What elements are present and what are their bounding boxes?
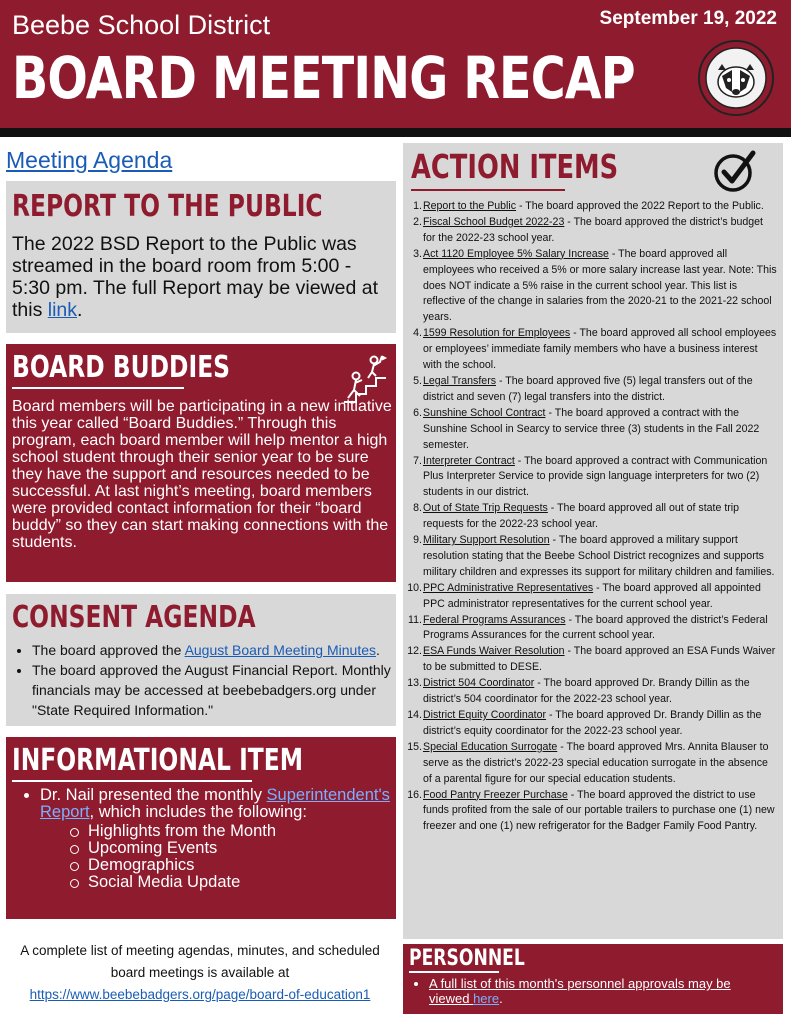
action-item-link[interactable]: Legal Transfers bbox=[423, 374, 497, 387]
august-minutes-link[interactable]: August Board Meeting Minutes bbox=[184, 642, 377, 658]
personnel-approvals-link[interactable]: A full list of this month's personnel approvals may be viewed bbox=[429, 976, 731, 1006]
action-item bbox=[413, 247, 777, 327]
personnel-end: . bbox=[499, 991, 503, 1006]
action-items-section bbox=[403, 143, 783, 939]
district-name: Beebe School District bbox=[12, 10, 271, 40]
consent-agenda-section bbox=[6, 594, 396, 726]
action-item-number: 8. bbox=[413, 502, 422, 515]
consent-agenda-title: CONSENT AGENDA bbox=[12, 600, 256, 635]
action-item bbox=[413, 454, 777, 502]
action-item bbox=[413, 215, 777, 247]
footer-line: A complete list of meeting agendas, minutes, and scheduled bbox=[20, 943, 380, 958]
board-buddies-section bbox=[6, 344, 396, 582]
action-item-link[interactable]: Special Education Surrogate bbox=[423, 740, 558, 753]
info-text-end: , which includes the following: bbox=[89, 803, 307, 821]
consent-item-end: . bbox=[376, 642, 380, 658]
list-item bbox=[40, 787, 392, 891]
board-buddies-text: Board members will be participating in a new initiative this year called “Board Buddies.” Through this program, each board member will help mentor a high school student through their senior year to be sure they have the support and resources needed to be successful. At last night’s meeting, board members were provided contact information for their “board buddy” so they can start making connections with the students. bbox=[12, 398, 392, 551]
board-buddies-title: BOARD BUDDIES bbox=[12, 350, 231, 385]
personnel-title: PERSONNEL bbox=[409, 946, 525, 971]
action-item-number: 5. bbox=[413, 374, 422, 387]
action-item-text: - The board approved a military support resolution stating that the Beebe School District recognizes and supports military children and expresses its support for military children and families. bbox=[423, 534, 775, 578]
action-item-text: - The board approved all appointed PPC administrator representatives for the current school year. bbox=[423, 581, 761, 610]
action-item-number: 12. bbox=[407, 645, 422, 658]
action-item bbox=[408, 613, 777, 645]
list-item: • The board approved the August Financial Report. Monthly financials may be accessed at beebebadgers.org under "State Required Information." bbox=[32, 660, 392, 720]
action-item-link[interactable]: Fiscal School Budget 2022-23 bbox=[423, 215, 565, 228]
action-item bbox=[413, 374, 777, 406]
info-text: Dr. Nail presented the monthly bbox=[40, 786, 267, 804]
page-title: BOARD MEETING RECAP bbox=[12, 44, 635, 112]
action-item bbox=[413, 199, 777, 215]
report-to-public-text bbox=[12, 233, 390, 321]
title-underline bbox=[409, 971, 499, 973]
action-item-text: - The board approved the district’s Federal Programs Assurances for the current school year. bbox=[423, 613, 768, 642]
footer-line: board meetings is available at bbox=[110, 965, 290, 980]
action-item-number: 9. bbox=[413, 534, 422, 547]
action-item-link[interactable]: Interpreter Contract bbox=[423, 454, 515, 467]
action-item-text: - The board approved all employees who received a 5% or more salary increase last year. Note: This does NOT indicate a 5% raise in the current school year. This list is reflective of the change in salaries from the 2020-21 to the 2021-22 school years. bbox=[423, 247, 777, 324]
action-item-text: - The board approved Dr. Brandy Dillin as the district’s 504 coordinator for the 2022-23 school year. bbox=[423, 677, 750, 706]
action-item-number: 6. bbox=[413, 406, 422, 419]
action-item-number: 13. bbox=[407, 677, 422, 690]
action-item bbox=[407, 676, 777, 708]
personnel-list bbox=[429, 976, 769, 1006]
action-item bbox=[407, 644, 777, 676]
badger-logo bbox=[698, 40, 774, 116]
action-item bbox=[407, 708, 777, 740]
action-item-text: - The board approved a contract with Communication Plus Interpreter Service to provide sign language interpreters for two (2) students in our district. bbox=[423, 454, 768, 499]
action-item bbox=[407, 740, 777, 788]
informational-item-body bbox=[26, 787, 392, 891]
action-item-text: - The board approved five (5) legal transfers out of the district and seven (7) legal transfers into the district. bbox=[423, 374, 753, 403]
action-item-link[interactable]: Report to the Public bbox=[423, 200, 517, 212]
meeting-agenda-link[interactable]: Meeting Agenda bbox=[6, 147, 173, 173]
action-item-number: 1. bbox=[413, 200, 422, 212]
action-item-link[interactable]: Sunshine School Contract bbox=[423, 406, 546, 419]
consent-item-text: The board approved the bbox=[32, 642, 185, 658]
list-item bbox=[429, 976, 769, 1006]
action-item bbox=[407, 788, 777, 836]
action-item-number: 16. bbox=[407, 788, 422, 801]
action-item-number: 15. bbox=[407, 740, 422, 753]
report-link[interactable]: link bbox=[47, 299, 78, 321]
report-text: The 2022 BSD Report to the Public was streamed in the board room from 5:00 - 5:30 pm. The full Report may be viewed at this bbox=[12, 233, 378, 321]
list-item: Highlights from the Month bbox=[68, 823, 392, 840]
report-to-public-section bbox=[6, 181, 396, 333]
action-items-list bbox=[407, 199, 777, 835]
report-contents-list bbox=[68, 823, 392, 891]
action-item-number: 3. bbox=[413, 247, 422, 260]
action-item-link[interactable]: Out of State Trip Requests bbox=[423, 502, 548, 515]
informational-item-title: INFORMATIONAL ITEM bbox=[12, 743, 304, 778]
action-item bbox=[413, 406, 777, 454]
action-item-link[interactable]: 1599 Resolution for Employees bbox=[423, 327, 571, 340]
title-underline bbox=[411, 189, 565, 191]
footer-note bbox=[0, 940, 400, 1006]
title-underline bbox=[12, 780, 252, 782]
consent-list bbox=[32, 640, 392, 720]
informational-list bbox=[26, 787, 392, 891]
action-item-number: 11. bbox=[408, 613, 422, 626]
action-item-text: - The board approved the 2022 Report to the Public. bbox=[516, 200, 764, 212]
action-item bbox=[413, 326, 777, 374]
action-item-number: 7. bbox=[413, 454, 422, 467]
personnel-section bbox=[403, 944, 783, 1014]
superintendent-report-link[interactable]: Superintendent's Report bbox=[40, 786, 390, 821]
action-items-title: ACTION ITEMS bbox=[411, 147, 619, 186]
action-item-link[interactable]: Federal Programs Assurances bbox=[423, 613, 566, 626]
action-item-text: - The board approved Mrs. Annita Blauser to serve as the district’s 2022-23 special education surrogate in the absence of a parental figure for our special education students. bbox=[423, 740, 769, 785]
action-item bbox=[413, 533, 777, 581]
action-item-number: 4. bbox=[413, 327, 422, 340]
action-item-link[interactable]: Food Pantry Freezer Purchase bbox=[423, 788, 568, 801]
checkmark-icon bbox=[713, 149, 757, 193]
informational-item-section bbox=[6, 737, 396, 919]
list-item: Upcoming Events bbox=[68, 840, 392, 857]
action-item-text: - The board approved all school employees or employees’ immediate family members who have a business interest with the school. bbox=[423, 327, 777, 372]
report-text-end: . bbox=[77, 299, 83, 321]
action-item-text: - The board approved a contract with the Sunshine School in Searcy to service three (3) students in the Fall 2022 semester. bbox=[423, 406, 760, 451]
header-divider bbox=[0, 128, 791, 137]
report-to-public-title: REPORT TO THE PUBLIC bbox=[12, 189, 323, 224]
action-item-number: 2. bbox=[413, 215, 422, 228]
action-item-text: - The board approved Dr. Brandy Dillin as the district’s equity coordinator for the 2022-23 school year. bbox=[423, 709, 762, 737]
title-underline bbox=[12, 387, 184, 389]
list-item: Social Media Update bbox=[68, 874, 392, 891]
action-item-link[interactable]: PPC Administrative Representatives bbox=[423, 581, 594, 594]
personnel-here-link[interactable]: here bbox=[473, 991, 500, 1006]
action-item-text: - The board approved the district to use funds profited from the sale of our portable trailers to purchase one (1) new freezer and one (1) new refrigerator for the Badger Family Food Pantry. bbox=[423, 788, 775, 833]
list-item: Demographics bbox=[68, 857, 392, 874]
action-item-text: - The board approved all out of state trip requests for the 2022-23 school year. bbox=[423, 502, 740, 531]
action-item-link[interactable]: ESA Funds Waiver Resolution bbox=[423, 645, 565, 658]
board-of-education-link[interactable]: https://www.beebebadgers.org/page/board-of-education1 bbox=[29, 987, 371, 1002]
action-item-link[interactable]: Act 1120 Employee 5% Salary Increase bbox=[423, 247, 609, 260]
action-item-text: - The board approved an ESA Funds Waiver to be submitted to DESE. bbox=[423, 645, 776, 674]
list-item bbox=[32, 640, 392, 660]
action-item-number: 10. bbox=[407, 581, 422, 594]
action-item-link[interactable]: District Equity Coordinator bbox=[423, 709, 547, 721]
action-item-number: 14. bbox=[407, 709, 422, 721]
header-banner bbox=[0, 0, 791, 128]
action-item-link[interactable]: Military Support Resolution bbox=[423, 534, 550, 547]
meeting-date: September 19, 2022 bbox=[599, 8, 777, 29]
action-item-text: - The board approved the district’s budget for the 2022-23 school year. bbox=[423, 215, 764, 244]
action-item-link[interactable]: District 504 Coordinator bbox=[423, 677, 535, 690]
action-item bbox=[407, 581, 777, 613]
action-item bbox=[413, 501, 777, 533]
